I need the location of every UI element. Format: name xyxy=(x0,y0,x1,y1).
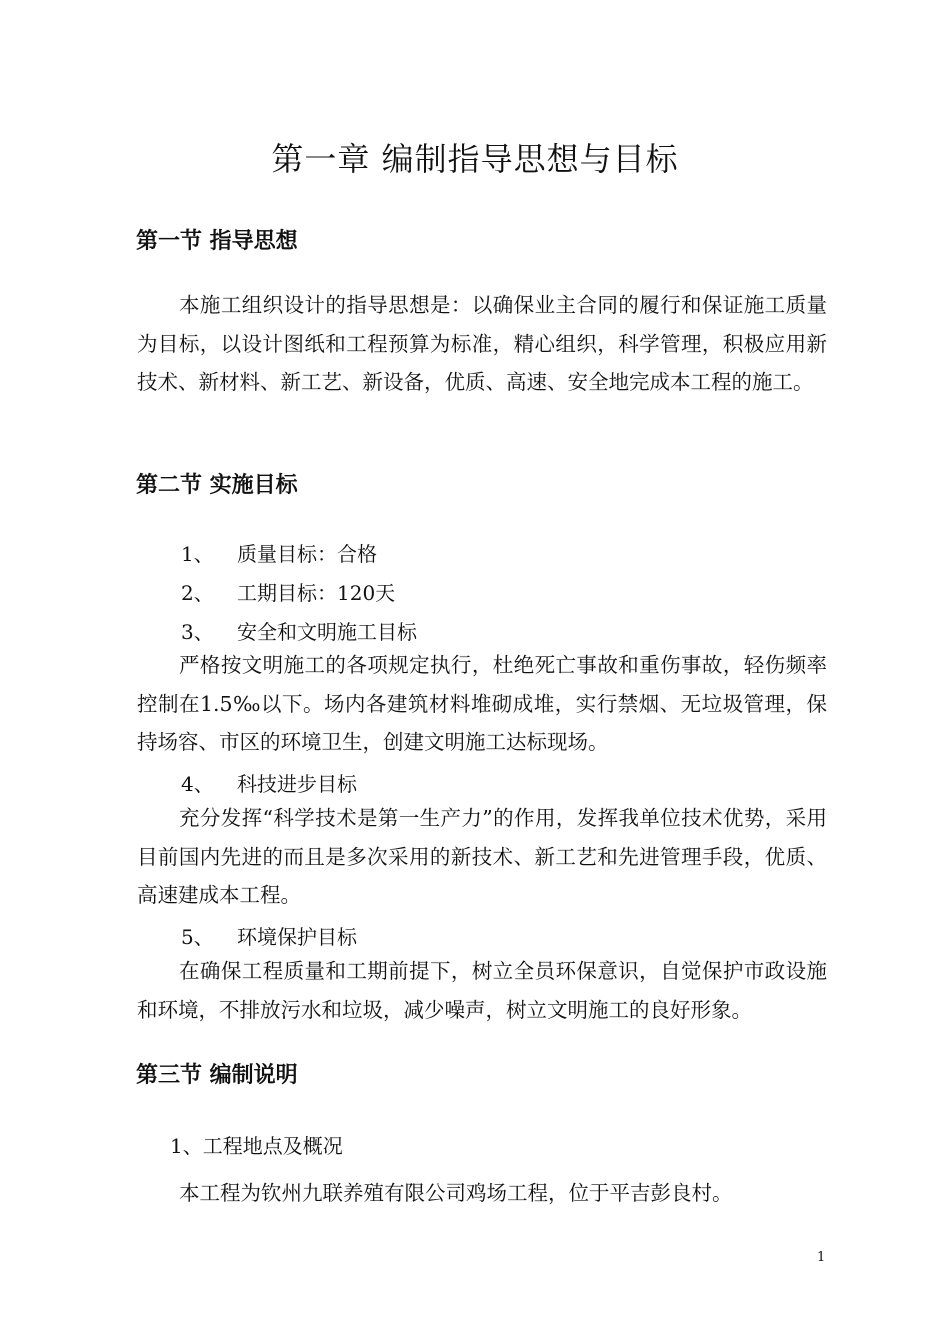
project-location-heading: 1、工程地点及概况 xyxy=(170,1134,343,1158)
environment-goal-paragraph: 在确保工程质量和工期前提下，树立全员环保意识，自觉保护市政设施和环境，不排放污水和垃圾，减少噪声，树立文明施工的良好形象。 xyxy=(137,959,827,1022)
goal-item-number: 3、 xyxy=(181,620,214,644)
goal-item-number: 1、 xyxy=(181,542,214,566)
guiding-thought-paragraph: 本施工组织设计的指导思想是：以确保业主合同的履行和保证施工质量为目标，以设计图纸和工程预算为标准，精心组织，科学管理，积极应用新技术、新材料、新工艺、新设备，优质、高速、安全地完成本工程的施工。 xyxy=(137,293,827,395)
goal-item-number: 2、 xyxy=(181,581,214,605)
section-heading-2: 第二节 实施目标 xyxy=(136,473,298,498)
goal-item-text: 科技进步目标 xyxy=(237,772,357,796)
project-location-paragraph: 本工程为钦州九联养殖有限公司鸡场工程，位于平吉彭良村。 xyxy=(179,1181,733,1205)
goal-item-text: 质量目标：合格 xyxy=(237,542,377,566)
goal-item-number: 5、 xyxy=(181,925,214,949)
section-heading-3: 第三节 编制说明 xyxy=(136,1063,298,1088)
goal-item-4 xyxy=(181,768,357,797)
goal-item-text: 工期目标：120天 xyxy=(237,581,396,605)
safety-goal-paragraph: 严格按文明施工的各项规定执行，杜绝死亡事故和重伤事故，轻伤频率控制在1.5‰以下。场内各建筑材料堆砌成堆，实行禁烟、无垃圾管理，保持场容、市区的环境卫生，创建文明施工达标现场。 xyxy=(137,653,827,755)
goal-item-1 xyxy=(181,538,377,567)
goal-item-text: 环境保护目标 xyxy=(237,925,357,949)
chapter-title: 第一章 编制指导思想与目标 xyxy=(271,140,679,178)
goal-item-3 xyxy=(181,616,417,645)
goal-item-2 xyxy=(181,577,395,606)
page-number: 1 xyxy=(817,1250,826,1265)
goal-item-text: 安全和文明施工目标 xyxy=(237,620,417,644)
goal-item-number: 4、 xyxy=(181,772,214,796)
section-heading-1: 第一节 指导思想 xyxy=(136,229,298,254)
goal-item-5 xyxy=(181,921,357,950)
technology-goal-paragraph: 充分发挥“科学技术是第一生产力”的作用，发挥我单位技术优势，采用目前国内先进的而且是多次采用的新技术、新工艺和先进管理手段，优质、高速建成本工程。 xyxy=(137,806,827,908)
